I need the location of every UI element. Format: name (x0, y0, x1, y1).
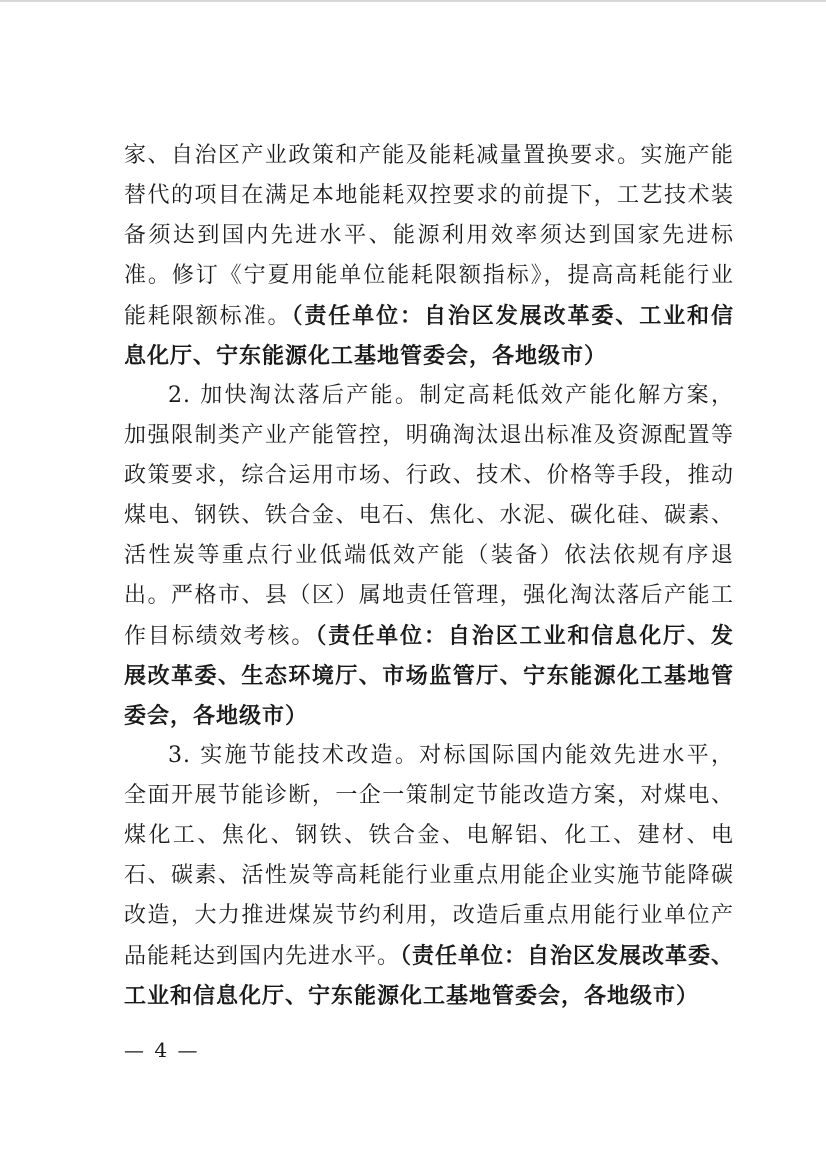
text-line (124, 296, 734, 336)
text-line: 出。严格市、县（区）属地责任管理，强化淘汰落后产能工 (124, 583, 734, 608)
text-line (124, 616, 734, 656)
responsible-units-line: 息化厅、宁东能源化工基地管委会，各地级市） (124, 343, 608, 369)
text-line: 家、自治区产业政策和产能及能耗减量置换要求。实施产能 (124, 143, 734, 168)
text-line: 活性炭等重点行业低端低效产能（装备）依法依规有序退 (124, 543, 734, 568)
responsible-units-text: （责任单位：自治区发展改革委、 (400, 943, 735, 969)
responsible-units-line: 工业和信息化厅、宁东能源化工基地管委会，各地级市） (124, 983, 700, 1009)
text-line: 2. 加快淘汰落后产能。制定高耗低效产能化解方案， (168, 383, 734, 408)
text-line (124, 936, 734, 976)
text-line: 3. 实施节能技术改造。对标国际国内能效先进水平， (168, 743, 734, 768)
text-line: 准。修订《宁夏用能单位能耗限额指标》，提高高耗能行业 (124, 263, 734, 288)
text-line: 加强限制类产业产能管控，明确淘汰退出标准及资源配置等 (124, 423, 734, 448)
responsible-units-text: （责任单位：自治区工业和信息化厅、发 (315, 623, 734, 649)
responsible-units-text: （责任单位：自治区发展改革委、工业和信 (291, 303, 734, 329)
responsible-units-line: 展改革委、生态环境厅、市场监管厅、宁东能源化工基地管 (124, 663, 734, 689)
text-line: 煤电、钢铁、铁合金、电石、焦化、水泥、碳化硅、碳素、 (124, 503, 734, 528)
text-line: 煤化工、焦化、钢铁、铁合金、电解铝、化工、建材、电 (124, 823, 734, 848)
text-run: 能耗限额标准。 (124, 304, 292, 329)
responsible-units-line: 委会，各地级市） (124, 703, 309, 729)
text-line: 备须达到国内先进水平、能源利用效率须达到国家先进标 (124, 223, 734, 248)
page-number: — 4 — (124, 1038, 200, 1062)
text-line: 政策要求，综合运用市场、行政、技术、价格等手段，推动 (124, 463, 734, 488)
text-run: 作目标绩效考核。 (124, 624, 316, 649)
text-line: 改造，大力推进煤炭节约利用，改造后重点用能行业单位产 (124, 903, 734, 928)
text-line: 全面开展节能诊断，一企一策制定节能改造方案，对煤电、 (124, 783, 734, 808)
text-line: 石、碳素、活性炭等高耗能行业重点用能企业实施节能降碳 (124, 863, 734, 888)
top-edge-line (0, 0, 826, 2)
text-line: 替代的项目在满足本地能耗双控要求的前提下，工艺技术装 (124, 183, 734, 208)
body-text (124, 136, 734, 1016)
text-run: 品能耗达到国内先进水平。 (124, 944, 401, 969)
